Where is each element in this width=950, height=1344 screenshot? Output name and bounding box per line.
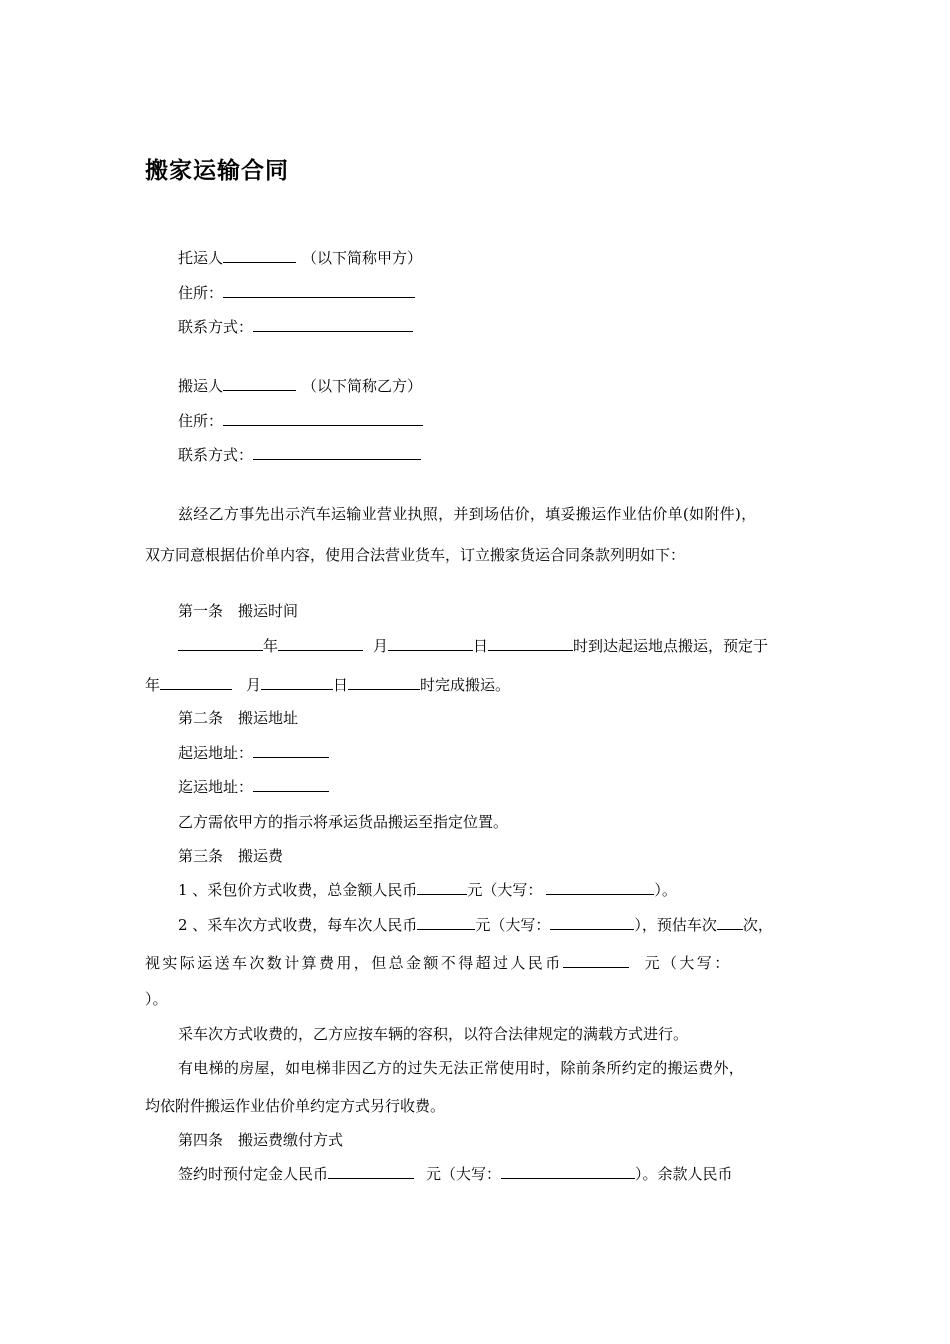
- start-hour-blank: [488, 636, 573, 651]
- fee-item-2-trips-blank: [717, 915, 743, 930]
- article1-time-line: [178, 636, 768, 656]
- origin-address-blank: [253, 743, 329, 758]
- deposit-text: 签约时预付定金人民币: [178, 1165, 329, 1183]
- shipper-name-blank: [223, 248, 296, 263]
- fee-item-2-line-2: [145, 953, 732, 973]
- start-day-blank: [388, 636, 473, 651]
- fee-para-2-line-1: 有电梯的房屋，如电梯非因乙方的过失无法正常使用时，除前条所约定的搬运费外，: [178, 1059, 745, 1077]
- fee-item-2-uppercase-blank: [550, 915, 634, 930]
- shipper-address-label: 住所：: [178, 284, 224, 302]
- dest-address-label: 迄运地址：: [178, 778, 254, 796]
- shipper-label: 托运人: [178, 249, 224, 267]
- mover-contact-label: 联系方式：: [178, 446, 254, 464]
- day-label: 日: [473, 637, 489, 655]
- mover-address-blank: [223, 411, 423, 426]
- end-day-blank: [348, 675, 420, 690]
- article2-heading: 第二条 搬运地址: [178, 709, 299, 727]
- mover-suffix: （以下简称乙方）: [302, 377, 423, 395]
- fee-item-1-uppercase-blank: [546, 880, 654, 895]
- fee-item-2: [178, 915, 773, 935]
- origin-address-line: [178, 743, 329, 763]
- fee-item-2-trips-unit: 次，: [742, 916, 773, 934]
- dest-address-blank: [253, 777, 329, 792]
- intro-line-2: 双方同意根据估价单内容，使用合法营业货车，订立搬家货运合同条款列明如下：: [145, 546, 686, 564]
- shipper-contact-blank: [253, 317, 413, 332]
- shipper-suffix: （以下简称甲方）: [302, 249, 423, 267]
- end-text: 时完成搬运。: [420, 676, 511, 694]
- deposit-uppercase-blank: [501, 1164, 635, 1179]
- hour-text: 时到达起运地点搬运，预定于: [573, 637, 769, 655]
- fee-item-1-amount-blank: [417, 880, 467, 895]
- year-label: 年: [263, 637, 279, 655]
- end-day-label: 日: [333, 676, 349, 694]
- fee-item-1-text: 1 、采包价方式收费，总金额人民币: [178, 881, 418, 899]
- mover-contact-blank: [253, 445, 421, 460]
- end-year-blank: [160, 675, 232, 690]
- fee-para-1: 采车次方式收费的，乙方应按车辆的容积，以符合法律规定的满载方式进行。: [178, 1025, 689, 1043]
- deposit-amount-blank: [328, 1164, 414, 1179]
- shipper-contact-line: [178, 317, 413, 337]
- fee-item-2-cap-uppercase-label: 元（大写：: [644, 954, 732, 972]
- month-label: 月: [373, 637, 389, 655]
- fee-item-1: [178, 880, 677, 900]
- fee-item-2-cap-text: 视实际运送车次数计算费用，但总金额不得超过人民币: [145, 954, 563, 972]
- intro-line-1: 兹经乙方事先出示汽车运输业营业执照，并到场估价，填妥搬运作业估价单(如附件)，: [178, 505, 757, 523]
- origin-address-label: 起运地址：: [178, 744, 254, 762]
- end-year-label: 年: [145, 676, 161, 694]
- shipper-address-blank: [223, 283, 415, 298]
- end-month-blank: [261, 675, 333, 690]
- mover-address-line: [178, 411, 423, 431]
- fee-item-2-text: 2 、采车次方式收费，每车次人民币: [178, 916, 418, 934]
- shipper-address-line: [178, 283, 415, 303]
- article2-note: 乙方需依甲方的指示将承运货品搬运至指定位置。: [178, 813, 509, 831]
- shipper-contact-label: 联系方式：: [178, 318, 254, 336]
- shipper-line: [178, 248, 422, 268]
- dest-address-line: [178, 777, 329, 797]
- document-title: 搬家运输合同: [145, 158, 289, 184]
- mover-label: 搬运人: [178, 377, 224, 395]
- article3-heading: 第三条 搬运费: [178, 847, 284, 865]
- fee-item-2-amount-blank: [417, 915, 475, 930]
- mover-line: [178, 376, 422, 396]
- start-year-blank: [178, 636, 263, 651]
- article4-heading: 第四条 搬运费缴付方式: [178, 1131, 344, 1149]
- article1-end-line: [145, 675, 510, 695]
- mover-address-label: 住所：: [178, 412, 224, 430]
- fee-item-2-trips-text: ），预估车次: [634, 916, 717, 934]
- start-month-blank: [278, 636, 363, 651]
- article1-heading: 第一条 搬运时间: [178, 602, 299, 620]
- fee-item-1-uppercase-label: 元（大写：: [467, 881, 543, 899]
- mover-contact-line: [178, 445, 421, 465]
- fee-item-2-uppercase-label: 元（大写：: [475, 916, 551, 934]
- fee-para-2-line-2: 均依附件搬运作业估价单约定方式另行收费。: [145, 1097, 446, 1115]
- balance-text: ）。余款人民币: [635, 1165, 733, 1183]
- end-month-label: 月: [246, 676, 262, 694]
- fee-item-2-cap-blank: [563, 953, 629, 968]
- fee-item-1-close: ）。: [654, 881, 677, 899]
- deposit-uppercase-label: 元（大写：: [426, 1165, 502, 1183]
- fee-item-2-line-3: ）。: [145, 990, 168, 1008]
- mover-name-blank: [223, 376, 296, 391]
- deposit-line: [178, 1164, 733, 1184]
